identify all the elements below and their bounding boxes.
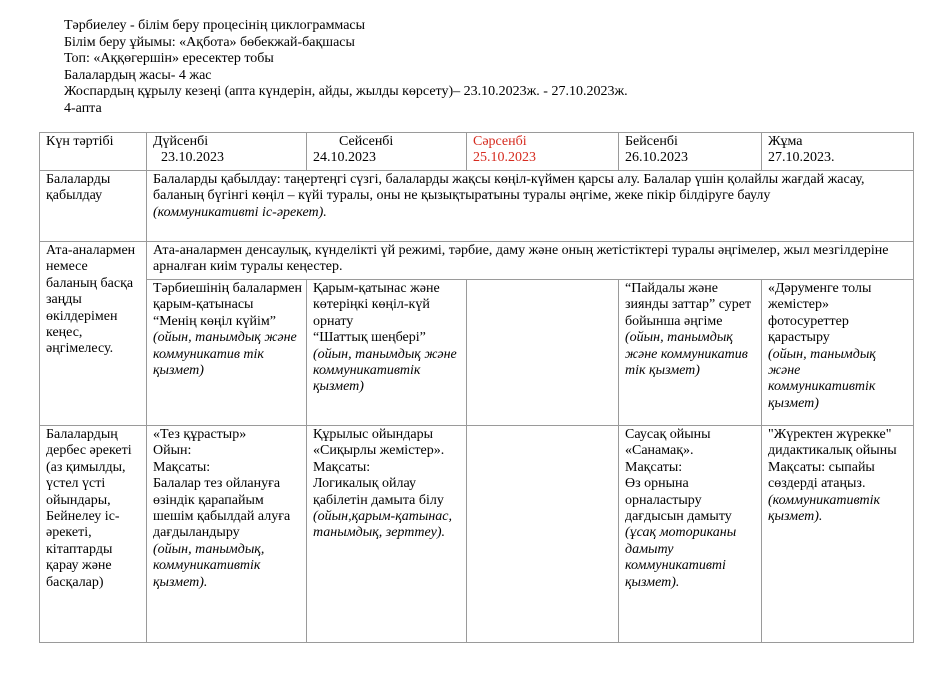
activity-monday-text: «Тез құрастыр» Ойын: Мақсаты: Балалар тез ойлануға өзіндік қарапайым шешім қабылдай алуға дағдыландыру xyxy=(153,427,291,541)
reception-row xyxy=(40,171,914,242)
reception-content-cell xyxy=(147,171,914,242)
activity-label-cell xyxy=(40,426,147,643)
parents-thursday-note: (ойын, танымдық және коммуникатив тік қызмет) xyxy=(625,330,748,379)
parents-cell-wednesday xyxy=(467,280,619,426)
reception-label-cell xyxy=(40,171,147,242)
activity-tuesday-text: Құрылыс ойындары «Сиқырлы жемістер». Мақсаты: Логикалық ойлау қабілетін дамыта білу xyxy=(313,427,445,508)
header-cell-wednesday xyxy=(467,133,619,171)
reception-note: (коммуникативті іс-әрекет). xyxy=(153,204,327,220)
parents-label-cell xyxy=(40,242,147,426)
reception-text: Балаларды қабылдау: таңертеңгі сүзгі, балаларды жақсы көңіл-күймен қарсы алу. Балалар үшін қолайлы жағдай жасау, баланың бүгінгі көңіл – күйі туралы, оны не қызықтыратыны туралы әңгіме, жеке пікір білдіруге баулу xyxy=(153,172,865,204)
parents-friday-text: «Дәруменге толы жемістер» фотосуреттер қарастыру xyxy=(768,281,872,346)
parents-cell-friday xyxy=(762,280,914,426)
parents-thursday-text: “Пайдалы және зиянды заттар” сурет бойынша әңгіме xyxy=(625,281,752,329)
doc-period: Жоспардың құрылу кезеңі (апта күндерін, айды, жылды көрсету)– 23.10.2023ж. - 27.10.2023ж. xyxy=(64,84,628,100)
activity-monday-note: (ойын, танымдық, коммуникативтік қызмет). xyxy=(153,541,265,590)
activity-tuesday-note: (ойын,қарым-қатынас, танымдық, зерттеу). xyxy=(313,509,453,541)
header-cell-tuesday xyxy=(307,133,467,171)
day-name-tuesday: Сейсенбі xyxy=(339,134,394,149)
parents-common-cell xyxy=(147,242,914,280)
doc-week: 4-апта xyxy=(64,100,102,116)
parents-label: Ата-аналармен немесе баланың басқа заңды өкілдерімен кеңес, әңгімелесу. xyxy=(46,243,136,357)
parents-common-text: Ата-аналармен денсаулық, күнделікті үй режимі, тәрбие, даму және оның жетістіктері туралы әңгімелер, жыл мезгілдеріне арналған киім туралы кеңестер. xyxy=(153,243,889,275)
day-date-tuesday: 24.10.2023 xyxy=(313,150,376,166)
doc-title: Тәрбиелеу - білім беру процесінің циклограммасы xyxy=(64,18,366,33)
activity-friday-note: (коммуникативтік қызмет). xyxy=(768,492,881,525)
day-date-wednesday: 25.10.2023 xyxy=(473,150,536,166)
header-cell-thursday xyxy=(619,133,762,171)
day-name-thursday: Бейсенбі xyxy=(625,134,678,149)
activity-thursday-note: (ұсақ моториканы дамыту коммуникативті қызмет). xyxy=(625,525,737,590)
activity-thursday-text: Саусақ ойыны «Санамақ». Мақсаты: Өз орнына орналастыру дағдысын дамыту xyxy=(625,427,732,525)
activity-label: Балалардың дербес әрекеті (аз қимылды, үстел үсті ойындары, Бейнелеу іс-әрекеті, кітаптарды қарау және басқалар) xyxy=(46,427,132,590)
doc-group: Топ: «Аққөгершін» ересектер тобы xyxy=(64,51,274,67)
doc-organization: Білім беру ұйымы: «Ақбота» бөбекжай-бақшасы xyxy=(64,34,355,50)
header-cell-monday xyxy=(147,133,307,171)
parents-cell-thursday xyxy=(619,280,762,426)
day-name-wednesday: Сәрсенбі xyxy=(473,134,527,149)
parents-tuesday-note: (ойын, танымдық және коммуникативтік қызмет) xyxy=(313,346,457,395)
parents-friday-note: (ойын, танымдық және коммуникативтік қызмет) xyxy=(768,346,876,411)
activity-cell-monday xyxy=(147,426,307,643)
activity-cell-friday xyxy=(762,426,914,643)
parents-common-row xyxy=(40,242,914,280)
parents-days-row xyxy=(40,280,914,426)
activity-cell-tuesday xyxy=(307,426,467,643)
day-name-friday: Жұма xyxy=(768,134,803,149)
day-date-thursday: 26.10.2023 xyxy=(625,150,688,166)
doc-age: Балалардың жасы- 4 жас xyxy=(64,67,212,83)
parents-cell-monday xyxy=(147,280,307,426)
day-name-monday: Дүйсенбі xyxy=(153,134,209,149)
activity-friday-text: "Жүректен жүрекке" дидактикалық ойыны Мақсаты: сыпайы сөздерді атаңыз. xyxy=(768,427,897,492)
parents-monday-text: Тәрбиешінің балалармен қарым-қатынасы “Менің көңіл күйім” xyxy=(153,281,302,329)
parents-tuesday-text: Қарым-қатынас және көтеріңкі көңіл-күй орнату “Шаттық шеңбері” xyxy=(313,281,440,346)
header-cell-friday xyxy=(762,133,914,171)
table-header-row xyxy=(40,133,914,171)
parents-monday-note: (ойын, танымдық және коммуникатив тік қызмет) xyxy=(153,330,297,379)
activity-row xyxy=(40,426,914,643)
schedule-table xyxy=(39,132,914,643)
reception-label: Балаларды қабылдау xyxy=(46,172,111,204)
activity-cell-wednesday xyxy=(467,426,619,643)
parents-cell-tuesday xyxy=(307,280,467,426)
day-date-friday: 27.10.2023. xyxy=(768,150,835,166)
header-cell-routine xyxy=(40,133,147,171)
day-date-monday: 23.10.2023 xyxy=(161,150,224,166)
document-header xyxy=(64,18,924,118)
activity-cell-thursday xyxy=(619,426,762,643)
routine-header-label: Күн тәртібі xyxy=(46,134,114,149)
